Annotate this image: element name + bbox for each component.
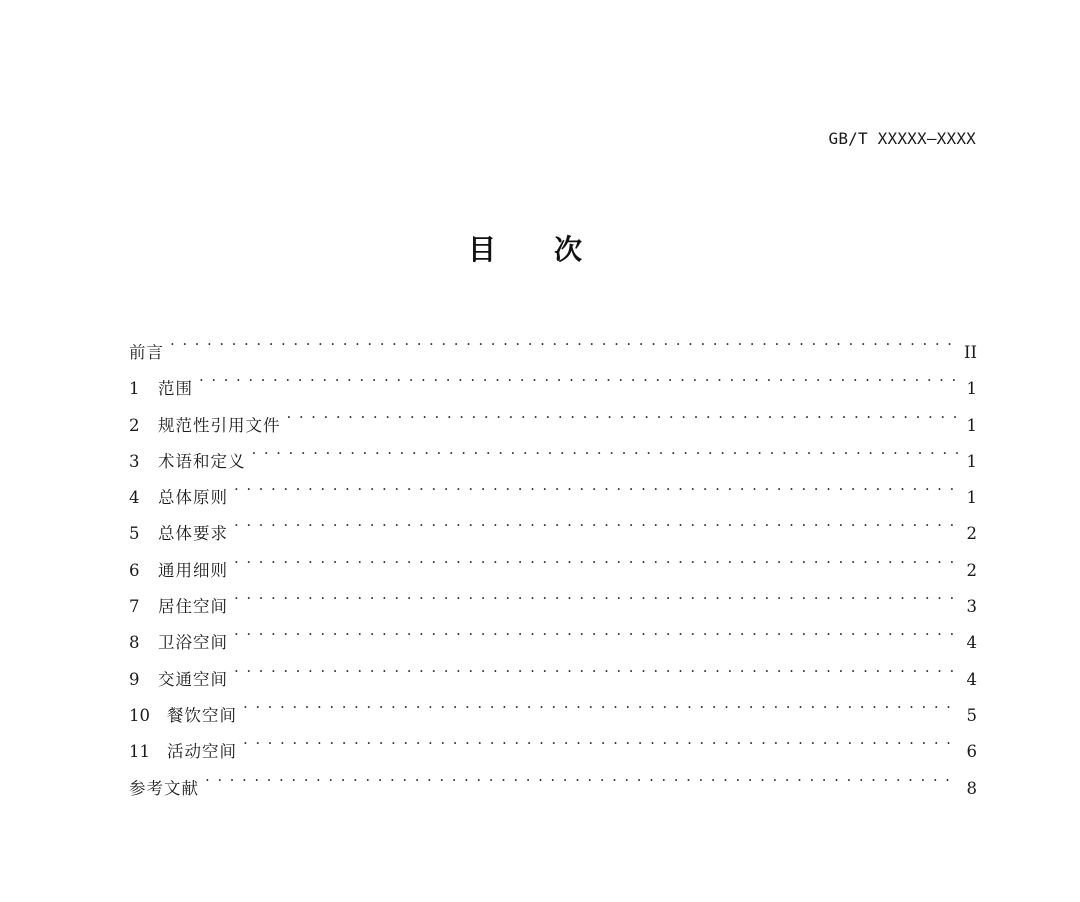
toc-item-title: 居住空间 [158,597,228,617]
toc-item-circulation-space[interactable] [129,649,977,689]
toc-leader-dots [243,685,959,721]
toc-item-page: 6 [966,742,977,762]
toc-item-title: 交通空间 [158,669,228,689]
toc-item-scope[interactable] [129,358,977,399]
toc-item-number: 5 [129,524,140,544]
toc-item-title: 卫浴空间 [158,633,228,653]
toc-item-page: II [963,343,977,362]
toc-item-number: 9 [129,669,140,689]
toc-leader-dots [199,358,959,394]
table-of-contents [129,322,977,798]
toc-item-title: 术语和定义 [158,451,246,471]
toc-item-page: 3 [966,597,977,617]
toc-leader-dots [252,431,960,467]
toc-item-number: 4 [129,488,140,508]
toc-item-page: 4 [966,633,977,653]
toc-item-page: 2 [966,560,977,580]
toc-item-number: 3 [129,451,140,471]
toc-leader-dots [234,503,959,539]
toc-item-number: 2 [129,415,140,435]
toc-item-page: 4 [966,669,977,689]
toc-leader-dots [205,758,959,794]
toc-item-title: 总体要求 [158,524,228,544]
toc-item-number: 10 [129,705,150,725]
toc-item-general-rules[interactable] [129,540,977,580]
standard-code: GB/T XXXXX—XXXX [828,129,976,148]
toc-item-general-principles[interactable] [129,467,977,508]
toc-leader-dots [243,721,959,757]
toc-leader-dots [234,612,959,648]
toc-title: 目次 [467,233,640,266]
toc-item-page: 5 [966,705,977,725]
toc-item-living-space[interactable] [129,576,977,617]
toc-item-number: 8 [129,633,140,653]
toc-item-title: 活动空间 [167,742,237,762]
toc-leader-dots [287,395,960,431]
toc-item-number: 1 [129,379,140,399]
toc-item-terms-definitions[interactable] [129,431,977,471]
toc-item-bibliography[interactable] [129,758,977,798]
toc-item-number: 11 [129,742,150,762]
toc-item-dining-space[interactable] [129,685,977,725]
toc-item-title: 参考文献 [129,778,199,798]
toc-item-title: 规范性引用文件 [158,415,281,435]
toc-item-title: 餐饮空间 [167,705,237,725]
toc-item-title: 通用细则 [158,560,228,580]
toc-item-foreword[interactable] [129,322,977,362]
toc-item-page: 1 [966,379,977,399]
toc-item-activity-space[interactable] [129,721,977,762]
toc-leader-dots [234,467,959,503]
toc-leader-dots [170,322,958,358]
toc-item-number: 6 [129,560,140,580]
toc-item-page: 1 [966,488,977,508]
toc-leader-dots [234,649,959,685]
toc-leader-dots [234,540,959,576]
toc-item-title: 总体原则 [158,488,228,508]
toc-item-general-requirements[interactable] [129,503,977,544]
toc-item-normative-references[interactable] [129,395,977,435]
toc-item-page: 1 [966,451,977,471]
toc-item-title: 前言 [129,343,164,362]
toc-leader-dots [234,576,959,612]
toc-item-bathroom-space[interactable] [129,612,977,653]
toc-item-page: 2 [966,524,977,544]
toc-item-page: 8 [966,778,977,798]
toc-item-title: 范围 [158,379,193,399]
toc-item-page: 1 [966,415,977,435]
toc-item-number: 7 [129,597,140,617]
